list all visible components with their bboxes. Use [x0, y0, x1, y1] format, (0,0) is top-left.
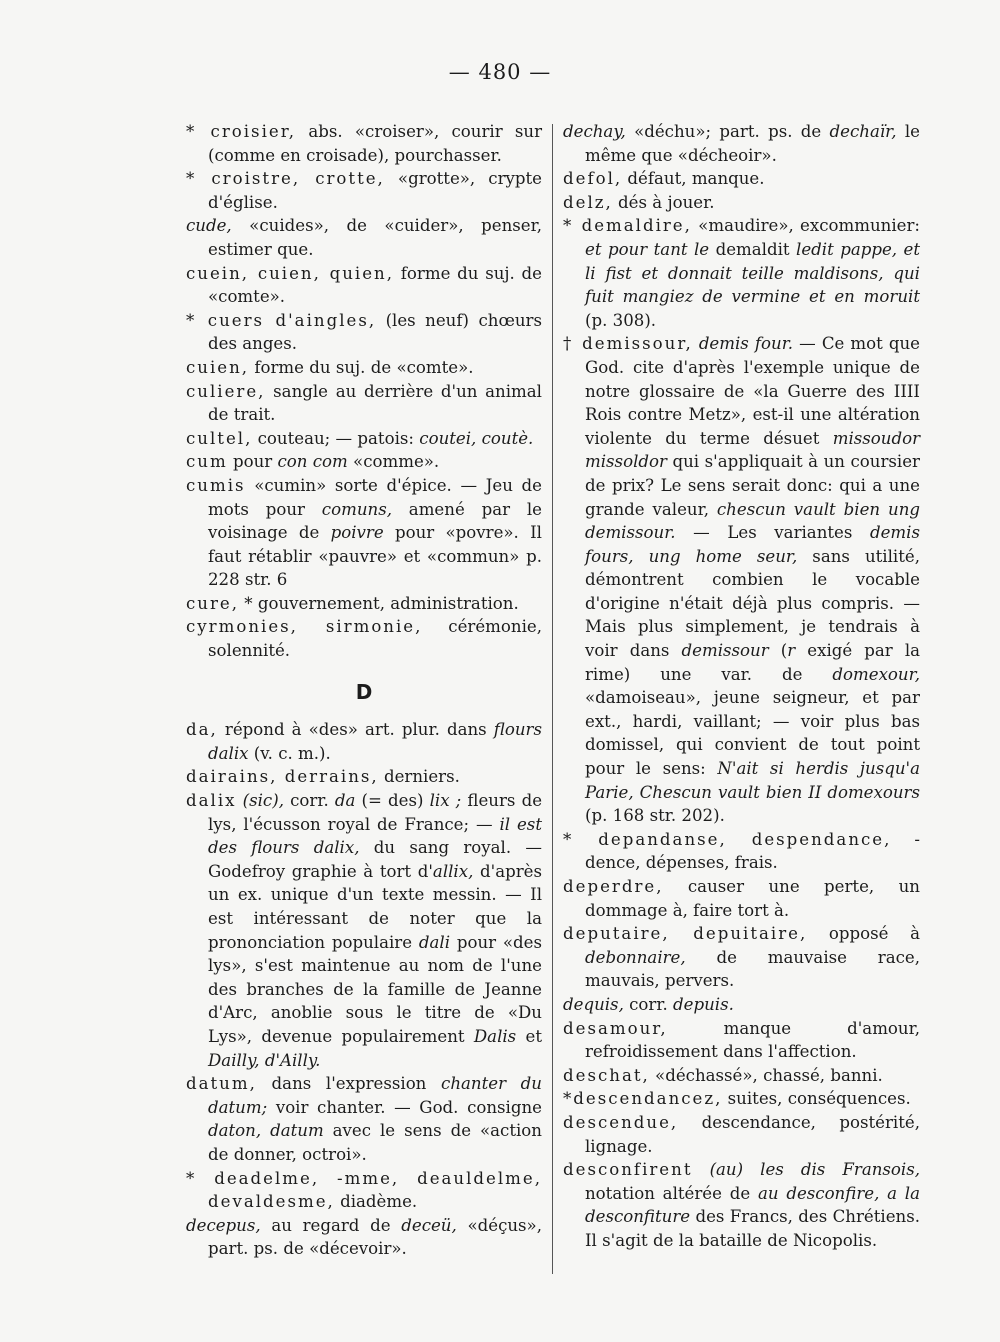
- headword: deputaire, depuitaire,: [563, 924, 808, 944]
- dictionary-entry: [186, 262, 542, 309]
- left-entries: [186, 120, 542, 663]
- italic-text: poivre: [330, 523, 384, 543]
- entry-text: — Ce mot que God. cite d'après l'exemple unique de notre glossaire de «la Guerre des IIII Rois contre Metz», est-il une altération violente du terme désuet: [585, 334, 920, 448]
- entry-text: défaut, manque.: [622, 169, 765, 189]
- headword: defol,: [563, 169, 623, 189]
- headword: desamour,: [563, 1018, 668, 1038]
- italic-text: dali: [418, 932, 451, 952]
- entry-text: opposé à: [807, 924, 920, 944]
- headword: dequis,: [563, 994, 624, 1014]
- left-column: [186, 120, 542, 1261]
- entry-text: fleurs de lys, l'écusson royal de France; —: [208, 791, 543, 834]
- dictionary-entry: [186, 356, 542, 380]
- entry-text: au regard de: [260, 1215, 402, 1235]
- italic-text: il est des flours dalix,: [208, 814, 542, 858]
- dictionary-entry: [563, 828, 920, 875]
- headword: cure,: [186, 593, 240, 613]
- headword: datum,: [186, 1074, 257, 1094]
- entry-text: cérémonie, solennité.: [208, 617, 542, 661]
- dictionary-entry: [186, 789, 542, 1072]
- entry-text: sans utilité, démontrent combien le vocable d'origine n'était déjà plus compris. — Mais plus simplement, je tendrais à voir dans: [585, 546, 920, 661]
- dictionary-entry: [186, 167, 542, 214]
- italic-text: coutei, coutè.: [419, 428, 534, 448]
- dictionary-entry: [563, 1111, 920, 1158]
- headword: cultel,: [186, 428, 253, 448]
- dictionary-entry: [186, 1072, 542, 1166]
- headword: * depandanse, despendance,: [563, 829, 892, 849]
- italic-text: ledit pappe, et li fist et donnait teille maldisons, qui fuit mangiez de vermine et en moruit: [585, 239, 920, 307]
- dictionary-entry: [563, 922, 920, 993]
- dictionary-entry: [186, 1167, 542, 1214]
- headword: da,: [186, 720, 218, 740]
- italic-text: allix,: [432, 861, 474, 881]
- headword: cum: [186, 452, 228, 472]
- entry-text: d'après un ex. unique d'un texte messin. — Il est intéressant de noter que la prononciation populaire: [208, 861, 542, 952]
- italic-text: daton, datum: [208, 1121, 324, 1141]
- entry-text: * gouvernement, administration.: [239, 593, 519, 613]
- right-entries: [563, 120, 920, 1253]
- dictionary-entry: [563, 993, 920, 1017]
- dictionary-entry: [186, 120, 542, 167]
- headword: cuein, cuien, quien,: [186, 263, 395, 283]
- headword: dairains, derrains,: [186, 767, 379, 787]
- italic-text: demissour: [681, 641, 769, 661]
- italic-text: comuns,: [321, 499, 392, 519]
- entry-text: le même que «décheoir».: [585, 122, 920, 165]
- dictionary-entry: [186, 309, 542, 356]
- italic-text: dechaïr,: [829, 122, 897, 141]
- entry-text: (p. 308).: [585, 310, 657, 330]
- headword: * croisier,: [186, 122, 297, 141]
- entry-text: pour: [227, 452, 278, 472]
- entry-text: corr.: [623, 994, 674, 1014]
- dictionary-entry: [186, 450, 542, 474]
- italic-text: Dalis: [473, 1026, 517, 1046]
- column-divider: [552, 124, 553, 1274]
- italic-text: Dailly, d'Ailly.: [208, 1050, 321, 1070]
- italic-text: demis four.: [698, 334, 794, 354]
- italic-text: chanter du datum;: [208, 1074, 542, 1117]
- italic-text: chescun vault bien ung demissour.: [585, 499, 921, 543]
- left-d-entries: [186, 718, 542, 1261]
- entry-text: forme du suj. de «comte».: [208, 263, 542, 307]
- entry-text: «maudire», excommunier:: [691, 216, 920, 236]
- headword: dalix: [186, 791, 237, 811]
- italic-text: et pour tant le: [585, 239, 710, 259]
- dictionary-entry: [563, 167, 920, 191]
- dictionary-entry: [563, 214, 920, 332]
- entry-text: suites, conséquences.: [722, 1089, 911, 1109]
- headword: dechay,: [563, 122, 626, 141]
- entry-text: diadème.: [334, 1192, 418, 1212]
- dictionary-entry: [186, 592, 542, 616]
- entry-text: «grotte», crypte d'église.: [208, 169, 542, 212]
- entry-text: «déçus», part. ps. de «décevoir».: [208, 1215, 542, 1259]
- dictionary-entry: [186, 214, 542, 261]
- entry-text: corr.: [283, 791, 335, 811]
- headword: culiere,: [186, 381, 266, 401]
- entry-text: qui s'appliquait à un coursier de prix? Le sens serait donc: qui a une grande valeur,: [585, 452, 920, 519]
- entry-text: notation altérée de: [585, 1183, 758, 1203]
- italic-text: au desconfire, a la desconfiture: [585, 1183, 920, 1227]
- entry-text: (les neuf) chœurs des anges.: [208, 310, 542, 354]
- italic-text: N'ait si herdis jusqu'a Parie, Chescun vault bien II domexours: [585, 759, 920, 802]
- dictionary-entry: [563, 875, 920, 922]
- italic-text: con com: [277, 452, 348, 472]
- headword: cumis: [186, 475, 246, 495]
- entry-text: amené par le voisinage de: [208, 499, 542, 543]
- headword: * demaldire,: [563, 216, 692, 236]
- headword: * deadelme, -mme, deauldelme, devaldesme,: [186, 1168, 542, 1212]
- italic-text: missoudor missoldor: [585, 428, 920, 472]
- letter-heading: D: [355, 679, 373, 704]
- entry-text: couteau; — patois:: [252, 428, 420, 448]
- entry-text: sangle au derrière d'un animal de trait.: [208, 381, 542, 425]
- dictionary-entry: [186, 1214, 542, 1261]
- entry-text: pour «povre». Il faut rétablir «pauvre» et «commun» p. 228 str. 6: [208, 523, 542, 590]
- entry-text: — Les variantes: [675, 523, 870, 543]
- headword: deperdre,: [563, 877, 664, 896]
- entry-text: forme du suj. de «comte».: [249, 357, 474, 377]
- entry-text: manque d'amour, refroidissement dans l'affection.: [585, 1018, 920, 1062]
- italic-text: debonnaire,: [585, 947, 686, 967]
- headword: delz,: [563, 192, 613, 212]
- entry-text: (p. 168 str. 202).: [585, 806, 725, 826]
- italic-text: depuis.: [673, 994, 734, 1014]
- entry-text: voir chanter. — God. consigne: [267, 1097, 542, 1117]
- entry-text: dés à jouer.: [612, 192, 715, 212]
- italic-text: r: [787, 641, 796, 661]
- dictionary-entry: [563, 1064, 920, 1088]
- entry-text: (v. c. m.).: [248, 743, 331, 763]
- page-number: — 480 —: [448, 60, 552, 84]
- headword: decepus,: [186, 1215, 261, 1235]
- dictionary-entry: [563, 1087, 920, 1111]
- entry-text: (= des): [355, 791, 430, 811]
- headword: cyrmonies, sirmonie,: [186, 617, 423, 637]
- entry-text: «comme».: [347, 452, 440, 472]
- italic-text: deceü,: [401, 1215, 457, 1235]
- italic-text: (sic),: [236, 791, 284, 811]
- dictionary-entry: [186, 765, 542, 789]
- headword: deschat,: [563, 1065, 650, 1085]
- entry-text: causer une perte, un dommage à, faire tort à.: [585, 877, 920, 920]
- dictionary-entry: [186, 615, 542, 662]
- headword: cuien,: [186, 357, 250, 377]
- entry-text: demaldit: [709, 239, 797, 259]
- entry-text: de mauvaise race, mauvais, pervers.: [585, 947, 920, 991]
- entry-text: «déchassé», chassé, banni.: [649, 1065, 883, 1085]
- entry-text: -dence, dépenses, frais.: [585, 829, 920, 873]
- entry-text: «cuides», de «cuider», penser, estimer que.: [208, 216, 542, 259]
- dictionary-entry: [563, 120, 920, 167]
- entry-text: du sang royal. — Godefroy graphie à tort d': [208, 838, 542, 881]
- headword: descendue,: [563, 1112, 679, 1132]
- italic-text: demis fours, ung home seur,: [585, 523, 920, 566]
- entry-text: (: [768, 641, 788, 661]
- italic-text: domexour,: [832, 664, 920, 684]
- dictionary-entry: [186, 474, 542, 592]
- headword: *descendancez,: [563, 1089, 723, 1109]
- entry-text: derniers.: [378, 767, 460, 787]
- headword: † demissour,: [563, 334, 693, 354]
- entry-text: pour «des lys», s'est maintenue au nom de l'une des branches de la famille de Jeanne d'Arc, anoblie sous le titre de «Du Lys», devenue populairement: [208, 932, 542, 1046]
- italic-text: (au) les dis Fransois,: [692, 1160, 920, 1180]
- entry-text: «damoiseau», jeune seigneur, et par ext., hardi, vaillant; — voir plus bas domissel, qui convient de tout point pour le sens:: [585, 688, 920, 779]
- dictionary-entry: [563, 1017, 920, 1064]
- entry-text: des Francs, des Chrétiens. Il s'agit de la bataille de Nicopolis.: [585, 1207, 920, 1250]
- entry-text: répond à «des» art. plur. dans: [217, 720, 494, 740]
- dictionary-entry: [186, 380, 542, 427]
- entry-text: exigé par la rime) une var. de: [585, 641, 921, 684]
- entry-text: descendance, postérité, lignage.: [585, 1112, 920, 1156]
- headword: * croistre, crotte,: [186, 169, 385, 189]
- dictionary-entry: [563, 191, 920, 215]
- entry-text: avec le sens de «action de donner, octroi».: [208, 1121, 542, 1164]
- dictionary-entry: [186, 718, 542, 765]
- dictionary-entry: [563, 1158, 920, 1252]
- headword: * cuers d'aingles,: [186, 310, 377, 330]
- entry-text: «déchu»; part. ps. de: [625, 122, 830, 141]
- italic-text: flours dalix: [208, 720, 542, 763]
- entry-text: abs. «croiser», courir sur (comme en croisade), pourchasser.: [208, 122, 542, 165]
- dictionary-entry: [563, 332, 920, 827]
- headword: cude,: [186, 216, 232, 236]
- entry-text: dans l'expression: [256, 1074, 442, 1094]
- italic-text: lix ;: [429, 791, 462, 811]
- entry-text: «cumin» sorte d'épice. — Jeu de mots pour: [208, 475, 542, 519]
- dictionary-entry: [186, 427, 542, 451]
- italic-text: da: [334, 791, 356, 811]
- right-column: [563, 120, 920, 1253]
- entry-text: et: [516, 1026, 542, 1046]
- headword: desconfirent: [563, 1160, 693, 1180]
